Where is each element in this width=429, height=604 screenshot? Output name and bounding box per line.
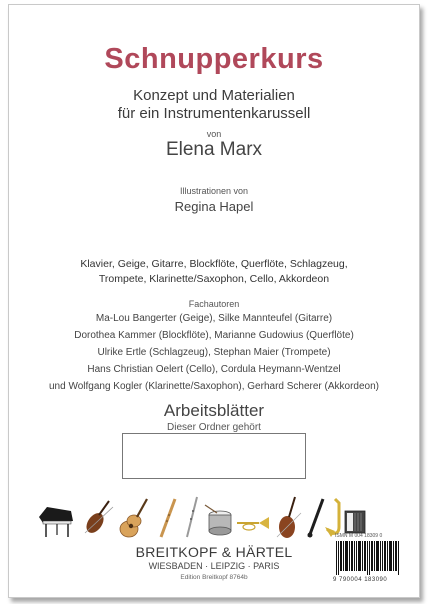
guitar-icon xyxy=(120,499,147,537)
contributor-line: Ma-Lou Bangerter (Geige), Silke Mannteufel (Gitarre) xyxy=(95,313,333,324)
owner-name-box[interactable] xyxy=(122,433,306,479)
cello-icon xyxy=(277,497,301,538)
flute-icon xyxy=(187,497,197,537)
trumpet-icon xyxy=(237,517,269,530)
subtitle-line-1: Konzept und Materialien xyxy=(133,87,295,104)
owner-label: Dieser Ordner gehört xyxy=(167,422,261,433)
by-label: von xyxy=(206,129,222,139)
contributor-line: und Wolfgang Kogler (Klarinette/Saxophon), Gerhard Scherer (Akkordeon) xyxy=(49,381,379,392)
barcode xyxy=(336,541,400,575)
clarinet-icon xyxy=(308,499,324,538)
book-title: Schnupperkurs xyxy=(104,43,324,75)
contributor-line: Dorothea Kammer (Blockflöte), Marianne Gudowius (Querflöte) xyxy=(74,330,354,341)
publisher-cities: WIESBADEN · LEIPZIG · PARIS xyxy=(148,561,280,571)
accordion-icon xyxy=(345,511,365,533)
contributor-line: Hans Christian Oelert (Cello), Cordula Heymann-Wentzel xyxy=(87,364,341,375)
publisher-name: BREITKOPF & HÄRTEL xyxy=(135,544,293,560)
recorder-icon xyxy=(161,499,175,537)
worksheets-heading: Arbeitsblätter xyxy=(163,401,265,420)
piano-icon xyxy=(39,507,73,537)
subtitle-line-2: für ein Instrumentenkarussell xyxy=(117,105,311,122)
ismn-text: ISMN M 004 18309 0 xyxy=(335,533,383,539)
drum-icon xyxy=(205,505,231,535)
contributors-label: Fachautoren xyxy=(188,299,240,309)
violin-icon xyxy=(83,501,113,536)
instruments-strip xyxy=(37,493,367,543)
author-name: Elena Marx xyxy=(165,139,263,160)
instruments-line-1: Klavier, Geige, Gitarre, Blockflöte, Querflöte, Schlagzeug, xyxy=(80,258,348,270)
saxophone-icon xyxy=(325,499,339,537)
edition-number: Edition Breitkopf 8764b xyxy=(180,574,248,581)
illustrator-name: Regina Hapel xyxy=(174,199,254,214)
instruments-line-2: Trompete, Klarinette/Saxophon, Cello, Akkordeon xyxy=(98,273,330,285)
barcode-number: 9 790004 183090 xyxy=(333,577,388,583)
cover-page xyxy=(8,4,420,598)
contributor-line: Ulrike Ertle (Schlagzeug), Stephan Maier (Trompete) xyxy=(97,347,331,358)
illustrations-label: Illustrationen von xyxy=(179,186,249,196)
